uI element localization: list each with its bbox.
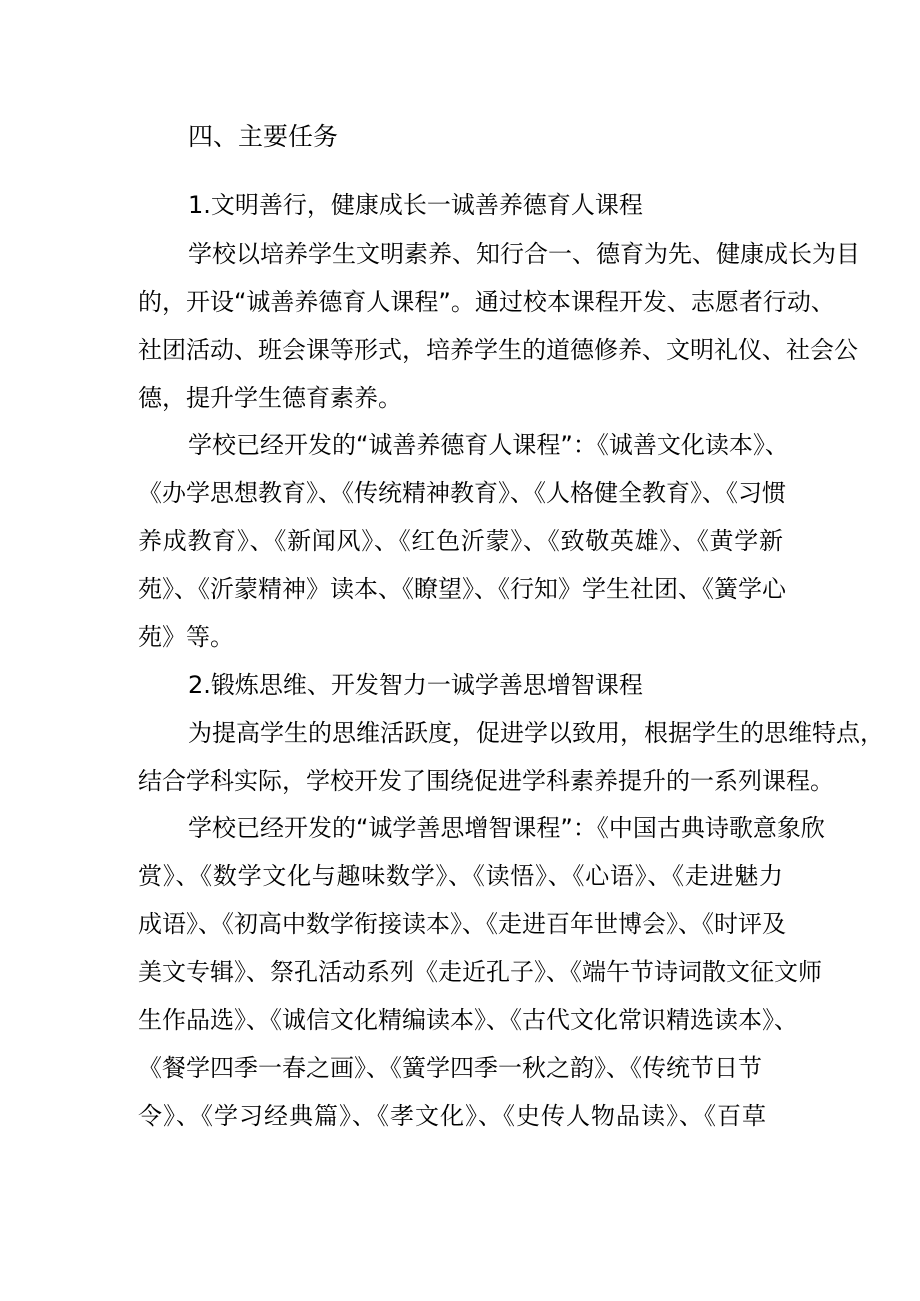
paragraph-line: [188, 812, 825, 844]
section1-para2-line3: 养成教育》、《新闻风》、《红色沂蒙》、《致敬英雄》、《黄学新: [138, 527, 783, 555]
section1-para1-line1: 学校以培养学生文明素养、知行合一、德育为先、健康成长为目: [188, 240, 860, 268]
section1-para2-line2: 《办学思想教育》、《传统精神教育》、《人格健全教育》、《习惯: [138, 479, 786, 507]
section1-para1-line2: 的，开设“诚善养德育人课程”。通过校本课程开发、志愿者行动、: [138, 288, 835, 316]
section2-title: 2.锻炼思维、开发智力一诚学善思增智课程: [188, 671, 643, 699]
paragraph-line: [138, 573, 786, 605]
section1-para1-line3: 社团活动、班会课等形式，培养学生的道德修养、文明礼仪、社会公: [138, 336, 858, 364]
section2-para2-line5: 生作品选》、《诚信文化精编读本》、《古代文化常识精选读本》、: [138, 1006, 798, 1034]
section2-para1-line1: 为提高学生的思维活跃度，促进学以致用，根据学生的思维特点，: [188, 719, 884, 747]
section1-title: 1.文明善行，健康成长一诚善养德育人课程: [188, 191, 643, 219]
paragraph-line: [138, 860, 783, 892]
section2-para2-line4: 美文专辑》、祭孔活动系列《走近孔子》、《端午节诗词散文征文师: [138, 958, 822, 986]
section2-para2-line3: 成语》、《初高中数学衔接读本》、《走进百年世博会》、《时评及: [138, 910, 786, 938]
paragraph-line: [138, 1052, 762, 1084]
paragraph-line: [138, 1100, 766, 1132]
section2-para2-line2: 赏》、《数学文化与趣味数学》、《读悟》、《心语》、《走进魅力: [138, 862, 783, 890]
paragraph-line: [188, 429, 789, 461]
section2-para2-line1: 学校已经开发的“诚学善思增智课程”：《中国古典诗歌意象欣: [188, 814, 825, 842]
paragraph-line: [188, 238, 860, 270]
section1-para2-line4: 苑》、《沂蒙精神》读本、《瞭望》、《行知》学生社团、《簧学心: [138, 575, 786, 603]
paragraph-line: [138, 525, 783, 557]
paragraph-line: [138, 956, 822, 988]
section2-para2-line7: 令》、《学习经典篇》、《孝文化》、《史传人物品读》、《百草: [138, 1102, 766, 1130]
section-heading: 四、主要任务: [188, 122, 339, 151]
section1-para1-line4: 德，提升学生德育素养。: [138, 384, 402, 412]
paragraph-line: [138, 286, 835, 318]
section1-para2-line1: 学校已经开发的“诚善养德育人课程”：《诚善文化读本》、: [188, 431, 789, 459]
paragraph-line: [188, 717, 884, 749]
section2-para1-line2: 结合学科实际，学校开发了围绕促进学科素养提升的一系列课程。: [138, 767, 834, 795]
section1-para2-line5: 苑》等。: [138, 623, 234, 651]
paragraph-line: [138, 477, 786, 509]
paragraph-line: [138, 334, 858, 366]
section2-para2-line6: 《餐学四季一春之画》、《簧学四季一秋之韵》、《传统节日节: [138, 1054, 762, 1082]
paragraph-line: [138, 1004, 798, 1036]
paragraph-line: [138, 908, 786, 940]
